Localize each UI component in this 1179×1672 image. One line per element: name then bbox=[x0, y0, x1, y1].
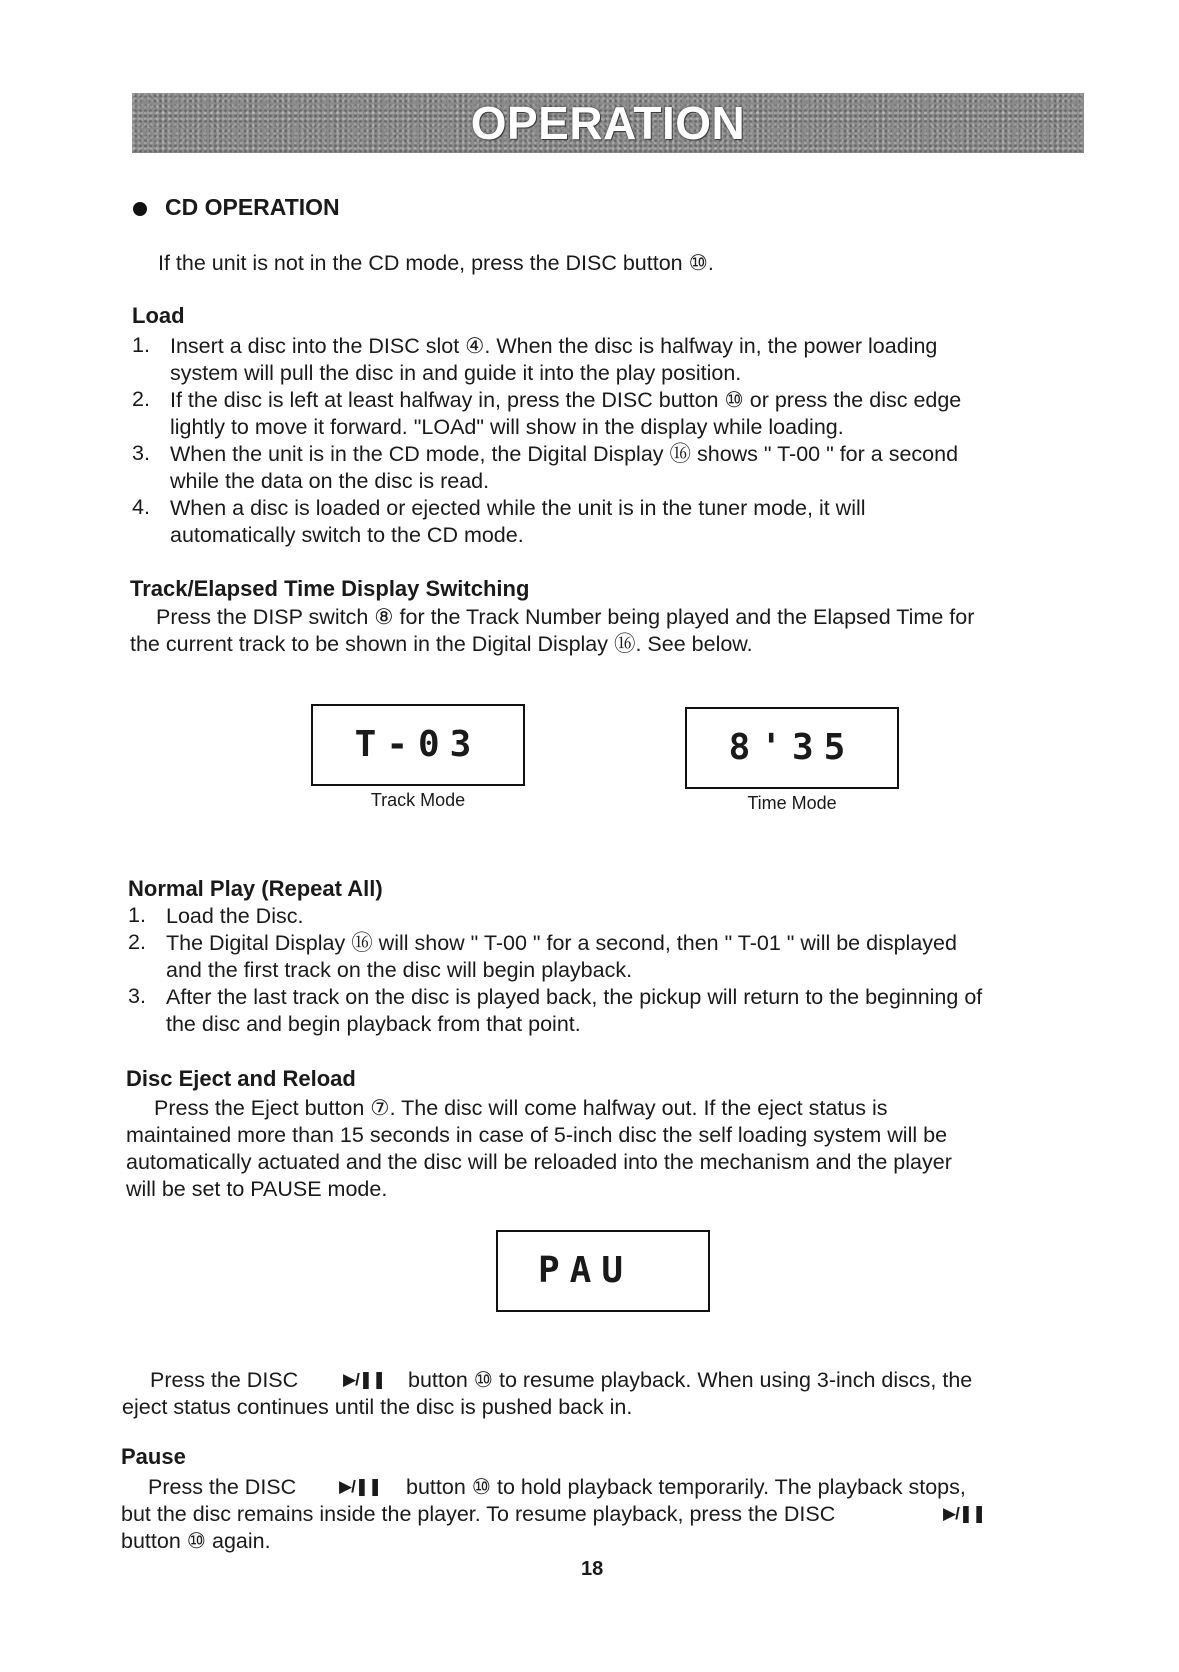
load-item-num: 4. bbox=[132, 495, 150, 519]
pause-text: button ⑩ again. bbox=[121, 1529, 271, 1553]
page-title: OPERATION bbox=[470, 97, 746, 149]
load-item-line: When a disc is loaded or ejected while the unit is in the tuner mode, it will bbox=[170, 496, 866, 520]
pause-display bbox=[496, 1230, 710, 1312]
resume-text: eject status continues until the disc is pushed back in. bbox=[122, 1395, 633, 1419]
play-pause-icon: ▶/❚❚ bbox=[343, 1370, 386, 1389]
track-mode-value: T-03 bbox=[354, 724, 482, 765]
load-heading: Load bbox=[132, 303, 185, 328]
resume-text: button ⑩ to resume playback. When using 3-inch discs, the bbox=[408, 1368, 973, 1392]
bullet-icon bbox=[133, 202, 147, 216]
normal-play-item-line: and the first track on the disc will begin playback. bbox=[166, 958, 633, 982]
eject-heading: Disc Eject and Reload bbox=[126, 1066, 356, 1091]
pause-text: Press the DISC bbox=[148, 1475, 297, 1499]
normal-play-heading: Normal Play (Repeat All) bbox=[128, 876, 383, 901]
load-item-num: 3. bbox=[132, 441, 150, 465]
time-mode-value: 8'35 bbox=[728, 727, 856, 768]
load-item-line: Insert a disc into the DISC slot ④. When the disc is halfway in, the power loading bbox=[170, 334, 938, 358]
eject-text: automatically actuated and the disc will be reloaded into the mechanism and the player bbox=[126, 1150, 952, 1174]
section-title: CD OPERATION bbox=[165, 194, 340, 220]
track-mode-display bbox=[311, 704, 525, 786]
load-item-line: When the unit is in the CD mode, the Digital Display ⑯ shows " T-00 " for a second bbox=[170, 442, 959, 466]
page-number: 18 bbox=[581, 1558, 604, 1580]
play-pause-icon: ▶/❚❚ bbox=[943, 1504, 986, 1523]
load-item-line: lightly to move it forward. "LOAd" will show in the display while loading. bbox=[170, 415, 844, 439]
load-item-line: system will pull the disc in and guide it into the play position. bbox=[170, 361, 742, 385]
pause-heading: Pause bbox=[121, 1444, 186, 1469]
play-pause-icon: ▶/❚❚ bbox=[339, 1477, 382, 1496]
header-banner bbox=[132, 93, 1084, 153]
normal-play-item-line: The Digital Display ⑯ will show " T-00 " for a second, then " T-01 " will be displayed bbox=[166, 931, 957, 955]
load-item-num: 1. bbox=[132, 333, 150, 357]
pause-display-value: PAU bbox=[538, 1250, 634, 1291]
time-mode-caption: Time Mode bbox=[747, 793, 837, 813]
normal-play-item-line: the disc and begin playback from that point. bbox=[166, 1012, 581, 1036]
normal-play-item-num: 3. bbox=[128, 984, 146, 1008]
normal-play-item-line: After the last track on the disc is played back, the pickup will return to the beginning of bbox=[166, 985, 983, 1009]
track-mode-caption: Track Mode bbox=[370, 790, 466, 810]
track-display-text: the current track to be shown in the Digital Display ⑯. See below. bbox=[130, 632, 753, 656]
load-item-line: while the data on the disc is read. bbox=[170, 469, 490, 493]
eject-text: Press the Eject button ⑦. The disc will come halfway out. If the eject status is bbox=[154, 1096, 888, 1120]
load-item-line: automatically switch to the CD mode. bbox=[170, 523, 524, 547]
resume-text: Press the DISC bbox=[150, 1368, 299, 1392]
track-display-heading: Track/Elapsed Time Display Switching bbox=[130, 576, 530, 601]
eject-text: maintained more than 15 seconds in case of 5-inch disc the self loading system will be bbox=[126, 1123, 948, 1147]
time-mode-display bbox=[685, 707, 899, 789]
normal-play-item-num: 1. bbox=[128, 903, 146, 927]
track-display-text: Press the DISP switch ⑧ for the Track Number being played and the Elapsed Time for bbox=[156, 605, 975, 629]
pause-text: button ⑩ to hold playback temporarily. The playback stops, bbox=[406, 1475, 966, 1499]
normal-play-item-num: 2. bbox=[128, 930, 146, 954]
load-item-num: 2. bbox=[132, 387, 150, 411]
intro-text: If the unit is not in the CD mode, press the DISC button ⑩. bbox=[158, 251, 714, 275]
eject-text: will be set to PAUSE mode. bbox=[126, 1177, 388, 1201]
load-item-line: If the disc is left at least halfway in, press the DISC button ⑩ or press the disc edge bbox=[170, 388, 962, 412]
normal-play-item-line: Load the Disc. bbox=[166, 904, 304, 928]
pause-text: but the disc remains inside the player. To resume playback, press the DISC bbox=[121, 1502, 836, 1526]
